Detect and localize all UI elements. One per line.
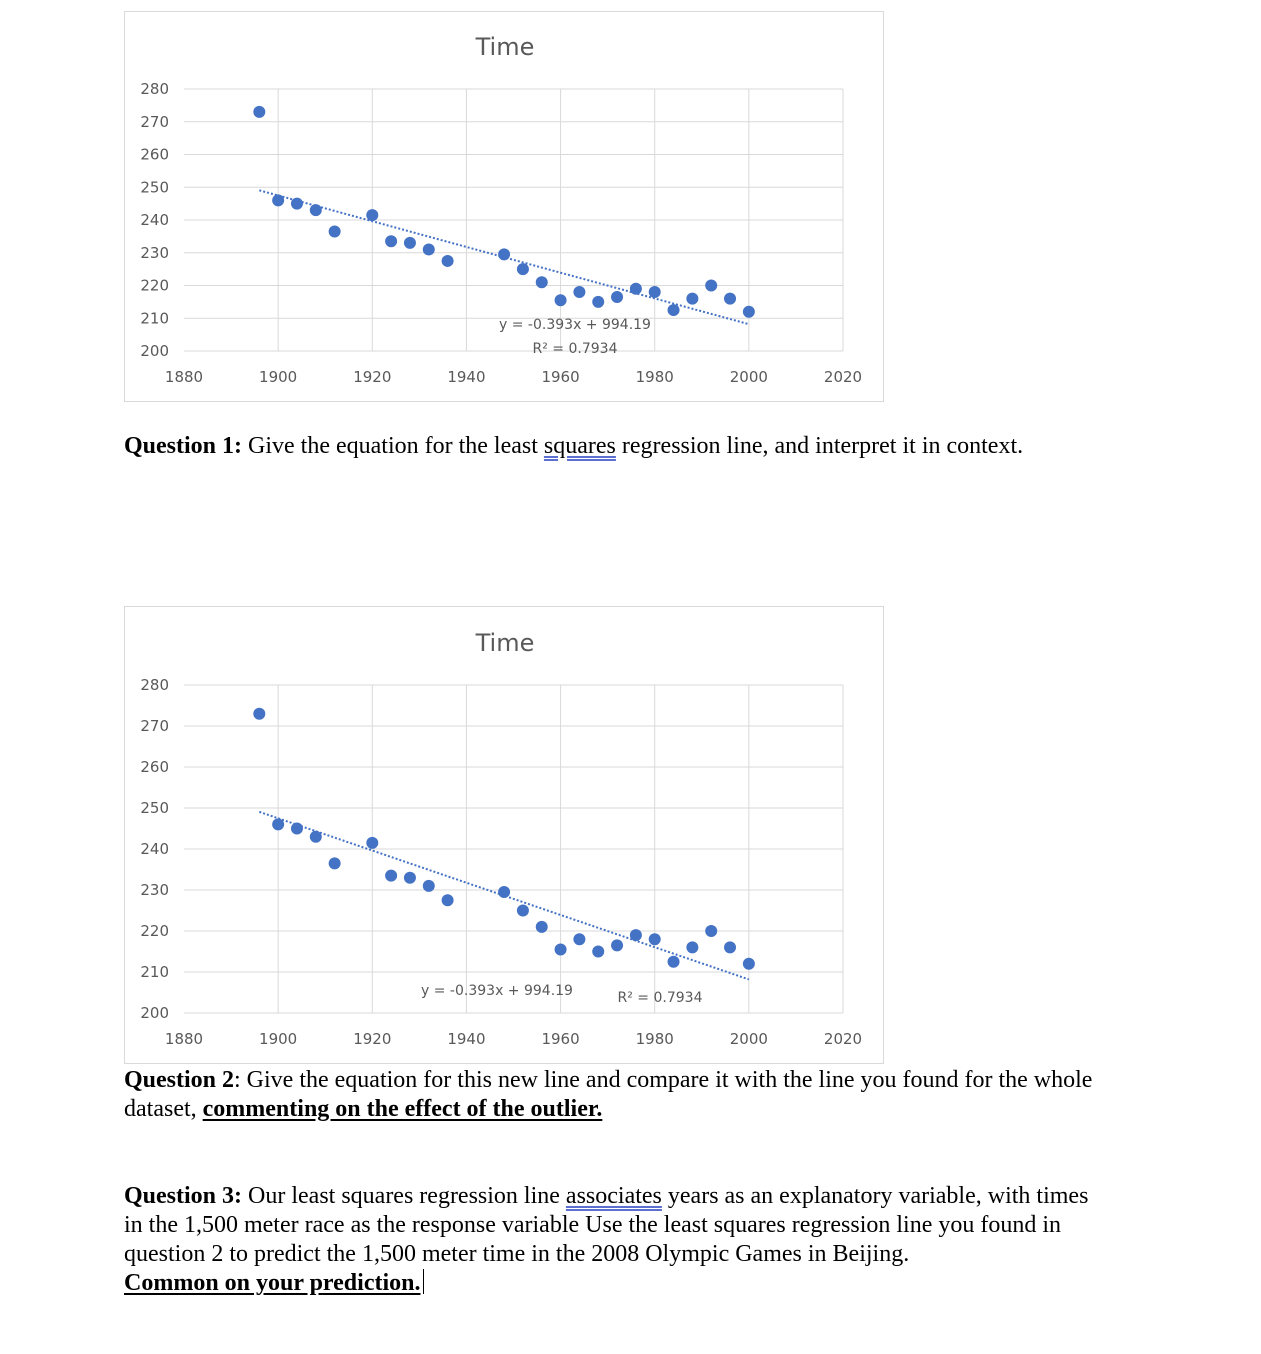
y-tick-label: 200 (140, 1004, 169, 1022)
y-tick-label: 260 (140, 145, 169, 164)
data-point (253, 708, 265, 720)
data-point (649, 286, 661, 298)
data-point (592, 296, 604, 308)
data-point (517, 905, 529, 917)
question-2-label: Question 2 (124, 1067, 235, 1093)
data-point (404, 237, 416, 249)
data-point (573, 933, 585, 945)
y-tick-label: 270 (140, 717, 169, 735)
data-point (743, 958, 755, 970)
data-point (329, 225, 341, 237)
y-tick-label: 280 (140, 676, 169, 694)
y-tick-label: 250 (140, 799, 169, 817)
x-tick-label: 1980 (635, 368, 674, 386)
data-point (498, 248, 510, 260)
data-point (310, 831, 322, 843)
x-tick-label: 1920 (353, 1030, 392, 1048)
y-tick-label: 260 (140, 758, 169, 776)
question-1-spellcheck-word[interactable]: squares (543, 433, 616, 459)
x-tick-label: 1900 (259, 368, 298, 386)
data-point (724, 941, 736, 953)
data-point (592, 946, 604, 958)
data-point (705, 280, 717, 292)
data-point (253, 106, 265, 118)
y-tick-label: 240 (140, 211, 169, 229)
question-1-label: Question 1: (124, 433, 243, 459)
data-point (291, 823, 303, 835)
data-point (686, 941, 698, 953)
question-3-label: Question 3: (124, 1183, 243, 1209)
data-point (573, 286, 585, 298)
question-3-emphasis: Common on your prediction. (124, 1270, 421, 1296)
data-point (724, 293, 736, 305)
data-point (555, 294, 567, 306)
y-tick-label: 250 (140, 178, 169, 197)
text-cursor (423, 1269, 424, 1294)
data-point (536, 921, 548, 933)
data-point (555, 943, 567, 955)
x-tick-label: 1880 (164, 368, 204, 386)
data-point (272, 194, 284, 206)
data-point (668, 956, 680, 968)
scatter-chart-without-outlier (124, 606, 884, 1064)
chart-title: Time (475, 629, 535, 657)
data-point (272, 818, 284, 830)
data-point (517, 263, 529, 275)
y-tick-label: 200 (140, 342, 169, 360)
x-tick-label: 2020 (823, 368, 863, 386)
data-point (611, 939, 623, 951)
data-point (404, 872, 416, 884)
chart-svg (125, 607, 885, 1065)
x-tick-label: 1880 (164, 1030, 204, 1048)
question-1-text-c: regression line, and interpret it in context. (615, 433, 1024, 459)
x-tick-label: 2000 (729, 1030, 768, 1048)
chart-svg (125, 12, 885, 403)
data-point (310, 204, 322, 216)
data-point (686, 293, 698, 305)
y-tick-label: 230 (140, 243, 169, 262)
x-tick-label: 2000 (729, 368, 768, 386)
trendline-equation: y = -0.393x + 994.19 (421, 983, 573, 999)
r-squared-label: R² = 0.7934 (532, 341, 618, 357)
question-3[interactable] (124, 1182, 1104, 1298)
r-squared-label: R² = 0.7934 (617, 990, 703, 1006)
question-2-emphasis: commenting on the effect of the outlier. (202, 1096, 603, 1122)
x-tick-label: 1960 (541, 368, 580, 386)
data-point (498, 886, 510, 898)
question-2 (124, 1066, 1104, 1124)
x-tick-label: 1900 (259, 1030, 298, 1048)
data-point (442, 894, 454, 906)
data-point (630, 929, 642, 941)
question-1-text-a: Give the equation for the least (242, 433, 544, 459)
data-point (423, 243, 435, 255)
x-tick-label: 1940 (447, 1030, 486, 1048)
y-tick-label: 220 (140, 276, 169, 295)
question-2-text: : Give the equation for this new line and compare it with the line you found for the whole dataset, (124, 1067, 1093, 1122)
y-tick-label: 210 (140, 309, 169, 328)
trendline-equation: y = -0.393x + 994.19 (499, 317, 651, 333)
data-point (668, 304, 680, 316)
chart-title: Time (475, 33, 535, 61)
data-point (385, 235, 397, 247)
x-tick-label: 1960 (541, 1030, 580, 1048)
data-point (611, 291, 623, 303)
data-point (442, 255, 454, 267)
y-tick-label: 280 (140, 80, 169, 98)
data-point (366, 837, 378, 849)
x-tick-label: 1980 (635, 1030, 674, 1048)
data-point (366, 209, 378, 221)
data-point (536, 276, 548, 288)
scatter-chart-full-dataset (124, 11, 884, 402)
data-point (329, 857, 341, 869)
question-3-spellcheck-word[interactable]: associates (565, 1183, 662, 1209)
x-tick-label: 1940 (447, 368, 486, 386)
y-tick-label: 270 (140, 112, 169, 131)
y-tick-label: 220 (140, 922, 169, 940)
question-1 (124, 432, 1104, 461)
question-3-text-c: years as an explanatory variable, with times in the 1,500 meter race as the response variable Use the least squares regression line you found in question 2 to predict the 1,500 meter time in the 2008 Olympic Games in Beijing. (124, 1183, 1089, 1267)
data-point (705, 925, 717, 937)
data-point (423, 880, 435, 892)
data-point (649, 933, 661, 945)
y-tick-label: 210 (140, 963, 169, 981)
data-point (630, 283, 642, 295)
x-tick-label: 1920 (353, 368, 392, 386)
y-tick-label: 230 (140, 881, 169, 899)
y-tick-label: 240 (140, 840, 169, 858)
data-point (385, 870, 397, 882)
question-3-text-a: Our least squares regression line (242, 1183, 566, 1209)
x-tick-label: 2020 (823, 1030, 863, 1048)
data-point (743, 306, 755, 318)
data-point (291, 198, 303, 210)
